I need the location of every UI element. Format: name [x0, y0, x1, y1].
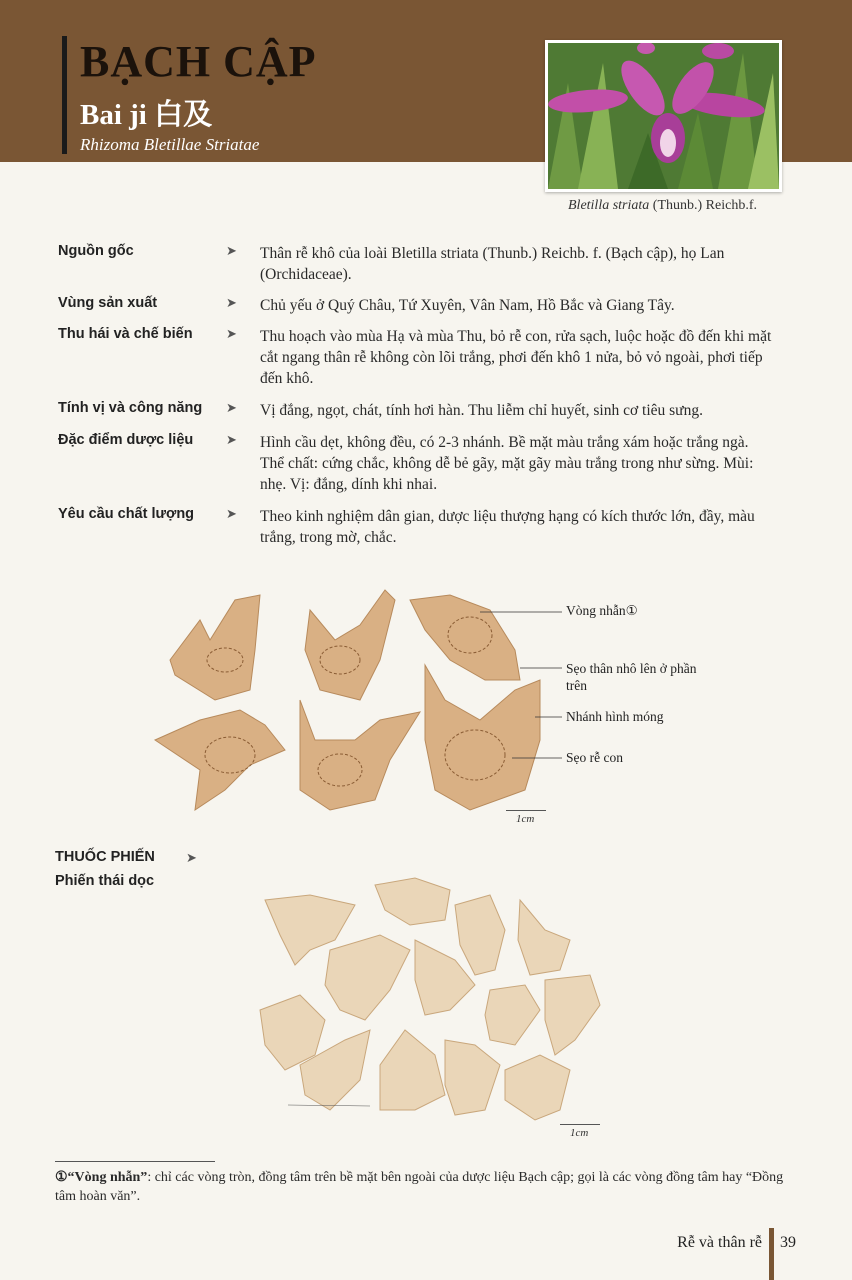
latin-name: Rhizoma Bletillae Striatae — [80, 135, 260, 154]
slice-piece — [518, 900, 570, 975]
annotation-rootlet-scar: Sẹo rễ con — [566, 750, 623, 765]
page-title: BẠCH CẬP — [80, 37, 317, 86]
info-label: Yêu cầu chất lượng — [58, 506, 195, 522]
section-title: THUỐC PHIẾN — [55, 849, 155, 865]
info-value: Thu hoạch vào mùa Hạ và mùa Thu, bỏ rễ con, rửa sạch, luộc hoặc đồ đến khi mặt cắt ngang thân rễ không còn lõi trắng, phơi đến khô 1 nửa, bỏ vỏ ngoài, phơi tiếp đến khô. — [260, 328, 772, 387]
info-value: Chủ yếu ở Quý Châu, Tứ Xuyên, Vân Nam, Hồ Bắc và Giang Tây. — [260, 297, 675, 314]
title-accent-bar — [62, 36, 67, 154]
footnote — [55, 1168, 785, 1206]
chevron-right-icon: ➤ — [226, 400, 237, 415]
scale-bar — [560, 1124, 600, 1125]
slice-piece — [375, 878, 450, 925]
info-label: Đặc điểm dược liệu — [58, 432, 194, 448]
annotation-stem-scar: Sẹo thân nhô lên ở phần trên — [566, 661, 697, 693]
slice-piece — [485, 985, 540, 1045]
slice-piece — [380, 1030, 445, 1110]
slice-piece — [445, 1040, 500, 1115]
footnote-rule — [55, 1161, 215, 1162]
scale-bar — [506, 810, 546, 811]
footer-accent-bar — [769, 1228, 774, 1280]
chevron-right-icon: ➤ — [226, 326, 237, 341]
annotation-ring: Vòng nhẫn① — [566, 603, 638, 618]
slice-piece — [455, 895, 505, 975]
info-value: Hình cầu dẹt, không đều, có 2-3 nhánh. Bề mặt màu trắng xám hoặc trắng ngà. Thể chất: cứng chắc, không dễ bẻ gãy, mặt gãy màu trắng trong như sừng. Mùi: nhẹ. Vị: đắng, dính khi nhai. — [260, 434, 754, 493]
info-value: Theo kinh nghiệm dân gian, dược liệu thượng hạng có kích thước lớn, đầy, màu trắng, trong mờ, chắc. — [260, 508, 755, 546]
scale-label: 1cm — [570, 1127, 589, 1139]
rhizome-piece — [305, 590, 395, 700]
scale-label: 1cm — [516, 813, 535, 825]
rhizome-piece — [155, 710, 285, 810]
info-value: Vị đắng, ngọt, chát, tính hơi hàn. Thu liễm chỉ huyết, sinh cơ tiêu sưng. — [260, 402, 703, 419]
orchid-illustration — [548, 43, 779, 189]
chevron-right-icon: ➤ — [226, 295, 237, 310]
chevron-right-icon: ➤ — [226, 432, 237, 447]
chevron-right-icon: ➤ — [226, 506, 237, 521]
rhizome-piece — [300, 700, 420, 810]
info-value: Thân rễ khô của loài Bletilla striata (Thunb.) Reichb. f. (Bạch cập), họ Lan (Orchidaceae). — [260, 245, 725, 283]
chevron-right-icon: ➤ — [226, 243, 237, 258]
footnote-term: ①“Vòng nhẫn” — [55, 1170, 148, 1185]
info-label: Vùng sản xuất — [58, 295, 158, 311]
section-subtitle: Phiến thái dọc — [55, 873, 155, 889]
annotation-claw-branch: Nhánh hình móng — [566, 709, 664, 724]
page-subtitle: Bai ji 白及 — [80, 99, 213, 131]
rhizome-piece — [170, 595, 260, 700]
slice-specimens — [250, 870, 610, 1130]
photo-caption — [540, 198, 785, 214]
page-number: 39 — [780, 1234, 796, 1251]
caption-authority: (Thunb.) Reichb.f. — [649, 198, 757, 213]
chevron-right-icon: ➤ — [186, 850, 197, 865]
footnote-text: : chỉ các vòng tròn, đồng tâm trên bề mặt bên ngoài của dược liệu Bạch cập; gọi là các vòng đồng tâm hay “Đồng tâm hoàn văn”. — [55, 1170, 784, 1204]
footer-section-name: Rễ và thân rễ — [677, 1234, 762, 1251]
info-label: Thu hái và chế biến — [58, 326, 193, 342]
slice-piece — [545, 975, 600, 1055]
flower-photo — [545, 40, 782, 192]
rhizome-specimens — [0, 570, 852, 830]
info-label: Nguồn gốc — [58, 243, 134, 259]
info-label: Tính vị và công năng — [58, 400, 203, 416]
slice-piece — [325, 935, 410, 1020]
caption-species: Bletilla striata — [568, 198, 650, 213]
rhizome-piece — [425, 665, 540, 810]
slice-piece — [505, 1055, 570, 1120]
